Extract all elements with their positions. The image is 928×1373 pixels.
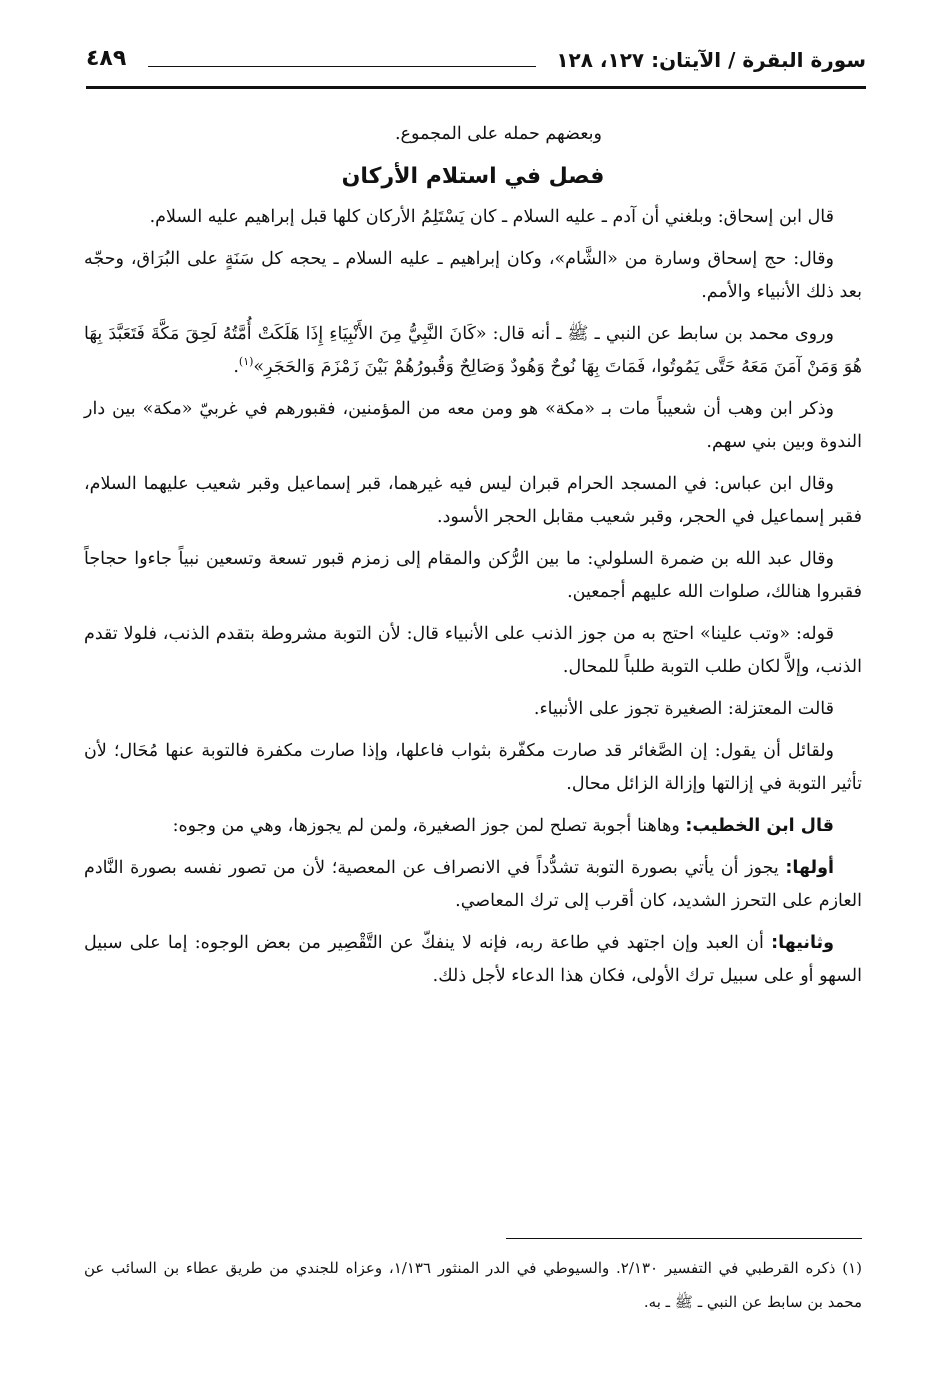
- main-text: [84, 118, 862, 1002]
- second-lead: وثانيها:: [771, 933, 834, 953]
- hadith-text: وروى محمد بن سابط عن النبي ـ ﷺ ـ أنه قال: «كَانَ النَّبِيُّ مِنَ الأَنْبِيَاءِ إِذَا هَلَكَتْ أُمَّتُهُ لَحِقَ مَكَّةَ فَتَعَبَّدَ بِهَا هُوَ وَمَنْ آمَنَ مَعَهُ حَتَّى يَمُوتُوا، فَمَاتَ بِهَا نُوحٌ وَهُودٌ وَصَالِحٌ وَقُبورُهُمْ بَيْنَ زَمْزَمَ وَالحَجَرِ»: [84, 324, 862, 377]
- khatib-text: وهاهنا أجوبة تصلح لمن جوز الصغيرة، ولمن لم يجوزها، وهي من وجوه:: [172, 816, 680, 836]
- paragraph: قوله: «وتب علينا» احتج به من جوز الذنب على الأنبياء قال: لأن التوبة مشروطة بتقدم الذنب، فلولا تقدم الذنب، وإلاَّ لكان طلب التوبة طلباً للمحال.: [84, 624, 862, 677]
- footnote: (١) ذكره القرطبي في التفسير ٢/١٣٠. والسيوطي في الدر المنثور ١/١٣٦، وعزاه للجندي من طريق عطاء بن السائب عن محمد بن سابط عن النبي ـ ﷺ ـ به.: [84, 1259, 862, 1311]
- footnote-ref: (١): [238, 355, 254, 369]
- first-text: يجوز أن يأتي بصورة التوبة تشدُّداً في الانصراف عن المعصية؛ لأن من تصور نفسه بصورة النَّادم العازم على التحرز الشديد، كان أقرب إلى ترك المعاصي.: [84, 858, 862, 911]
- footnotes: [84, 1238, 862, 1319]
- page-number: ٤٨٩: [86, 46, 127, 71]
- section-title: فصل في استلام الأركان: [341, 164, 605, 189]
- header-rule: [148, 66, 536, 67]
- paragraph: قال ابن إسحاق: وبلغني أن آدم ـ عليه السلام ـ كان يَسْتَلِمُ الأركان كلها قبل إبراهيم عليه السلام.: [149, 207, 834, 227]
- intro-line: وبعضهم حمله على المجموع.: [394, 124, 602, 144]
- paragraph-first-answer: [84, 852, 862, 918]
- page-header: [86, 42, 866, 89]
- second-text: أن العبد وإن اجتهد في طاعة ربه، فإنه لا ينفكّ عن التَّقْصِير من بعض الوجوه: إما على سبيل السهو أو على سبيل ترك الأولى، فكان هذا الدعاء لأجل ذلك.: [84, 933, 862, 986]
- paragraph: قالت المعتزلة: الصغيرة تجوز على الأنبياء.: [533, 699, 834, 719]
- first-lead: أولها:: [785, 858, 834, 878]
- khatib-lead: قال ابن الخطيب:: [685, 816, 834, 836]
- running-title: سورة البقرة / الآيتان: ١٢٧، ١٢٨: [556, 48, 866, 72]
- paragraph: وقال عبد الله بن ضمرة السلولي: ما بين الرُّكن والمقام إلى زمزم قبور تسعة وتسعين نبياً جاءوا حجاجاً فقبروا هنالك، صلوات الله عليهم أجمعين.: [84, 549, 862, 602]
- paragraph-with-footnote: [84, 318, 862, 384]
- paragraph-khatib: [84, 810, 862, 843]
- footnote-rule: [506, 1238, 862, 1239]
- full-stop: .: [233, 357, 239, 377]
- paragraph-second-answer: [84, 927, 862, 993]
- paragraph: ولقائل أن يقول: إن الصَّغائر قد صارت مكفّرة بثواب فاعلها، وإذا صارت مكفرة فالتوبة عنها مُحَال؛ لأن تأثير التوبة في إزالتها وإزالة الزائل محال.: [84, 741, 862, 794]
- paragraph: وذكر ابن وهب أن شعيباً مات بـ «مكة» هو ومن معه من المؤمنين، فقبورهم في غربيّ «مكة» بين دار الندوة وبين بني سهم.: [84, 399, 862, 452]
- paragraph: وقال ابن عباس: في المسجد الحرام قبران ليس فيه غيرهما، قبر إسماعيل وقبر شعيب عليهما السلام، فقبر إسماعيل في الحجر، وقبر شعيب مقابل الحجر الأسود.: [84, 474, 862, 527]
- paragraph: وقال: حج إسحاق وسارة من «الشَّام»، وكان إبراهيم ـ عليه السلام ـ يحجه كل سَنَةٍ على البُرَاق، وحجّه بعد ذلك الأنبياء والأمم.: [84, 249, 862, 302]
